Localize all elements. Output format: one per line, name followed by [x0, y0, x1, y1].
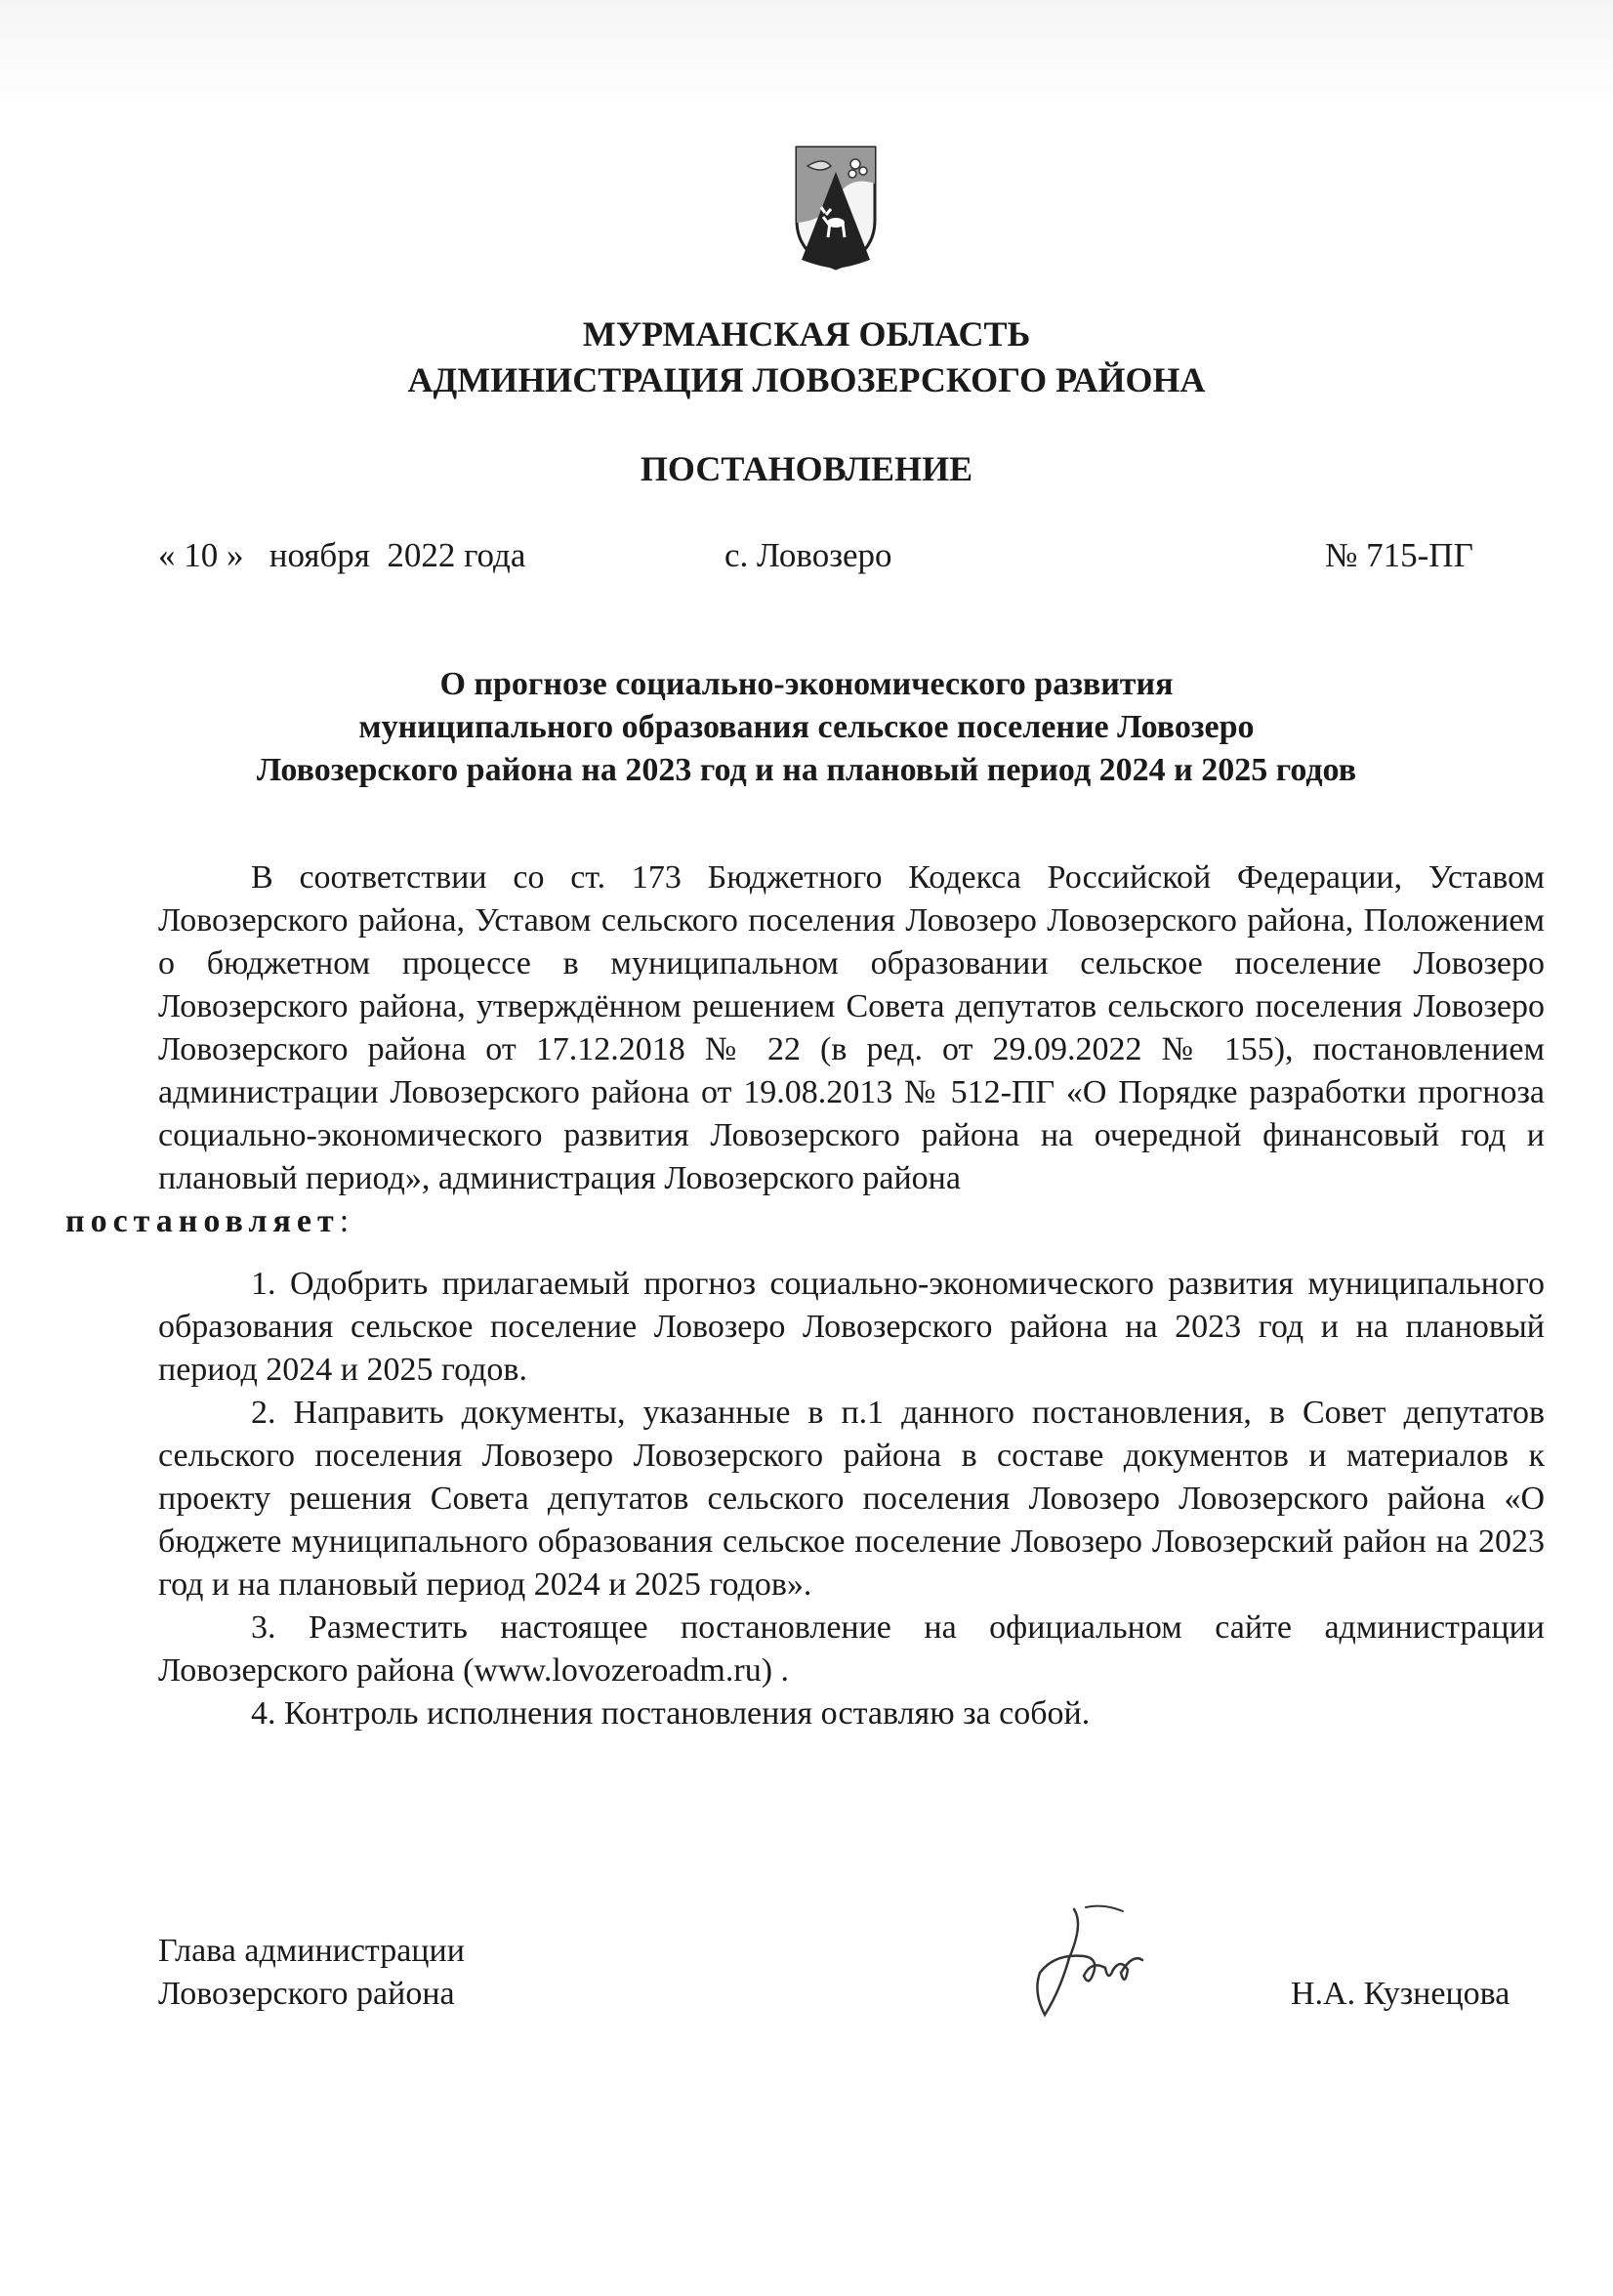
coat-of-arms-emblem: [794, 145, 878, 271]
signatory-position: Ловозерского района: [158, 1976, 455, 2012]
decree-item: 2. Направить документы, указанные в п.1 данного постановления, в Совет депутатов сельского поселения Ловозеро Ловозерского района в составе документов и материалов к проекту решения Совета депутатов сельского поселения Ловозеро Ловозерского района «О бюджете муниципального образования сельское поселение Ловозеро Ловозерский район на 2023 год и на плановый период 2024 и 2025 годов».: [158, 1395, 1545, 1603]
signatory-position: Глава администрации: [158, 1933, 465, 1969]
preamble-text: В соответствии со ст. 173 Бюджетного Кодекса Российской Федерации, Уставом Ловозерского района, Уставом сельского поселения Ловозеро Ловозерского района, Положением о бюджетном процессе в муниципальном образовании сельское поселение Ловозеро Ловозерского района, утверждённом решением Совета депутатов сельского поселения Ловозеро Ловозерского района от 17.12.2018 № 22 (в ред. от 29.09.2022 № 155), постановлением администрации Ловозерского района от 19.08.2013 № 512-ПГ «О Порядке разработки прогноза социально-экономического развития Ловозерского района на очередной финансовый год и плановый период», администрация Ловозерского района: [158, 859, 1545, 1196]
decree-title-line: Ловозерского района на 2023 год и на плановый период 2024 и 2025 годов: [256, 752, 1357, 788]
decree-item: 3. Разместить настоящее постановление на официальном сайте администрации Ловозерского района (www.lovozeroadm.ru) .: [158, 1609, 1545, 1689]
signatory-name: Н.А. Кузнецова: [1291, 1976, 1510, 2012]
scan-shadow: [0, 0, 1613, 107]
decree-title-line: муниципального образования сельское поселение Ловозеро: [358, 709, 1255, 745]
decree-title-line: О прогнозе социально-экономического развития: [439, 666, 1174, 702]
handwritten-signature: [1015, 1899, 1162, 2036]
preamble-paragraph: [65, 856, 1545, 1243]
decree-body: [65, 856, 1545, 1735]
region-heading: МУРМАНСКАЯ ОБЛАСТЬ: [582, 314, 1031, 354]
decree-place: с. Ловозеро: [724, 536, 892, 574]
resolves-word: постановляет: [65, 1203, 340, 1239]
decree-item: 4. Контроль исполнения постановления оставляю за собой.: [251, 1695, 1091, 1732]
administration-heading: АДМИНИСТРАЦИЯ ЛОВОЗЕРСКОГО РАЙОНА: [407, 360, 1206, 399]
document-type-heading: ПОСТАНОВЛЕНИЕ: [640, 449, 973, 488]
decree-date: « 10 » ноября 2022 года: [158, 536, 526, 574]
decree-number: № 715-ПГ: [1325, 536, 1473, 574]
decree-item: 1. Одобрить прилагаемый прогноз социально-экономического развития муниципального образования сельское поселение Ловозеро Ловозерского района на 2023 год и на плановый период 2024 и 2025 годов.: [158, 1266, 1545, 1388]
resolves-colon: :: [339, 1203, 350, 1239]
